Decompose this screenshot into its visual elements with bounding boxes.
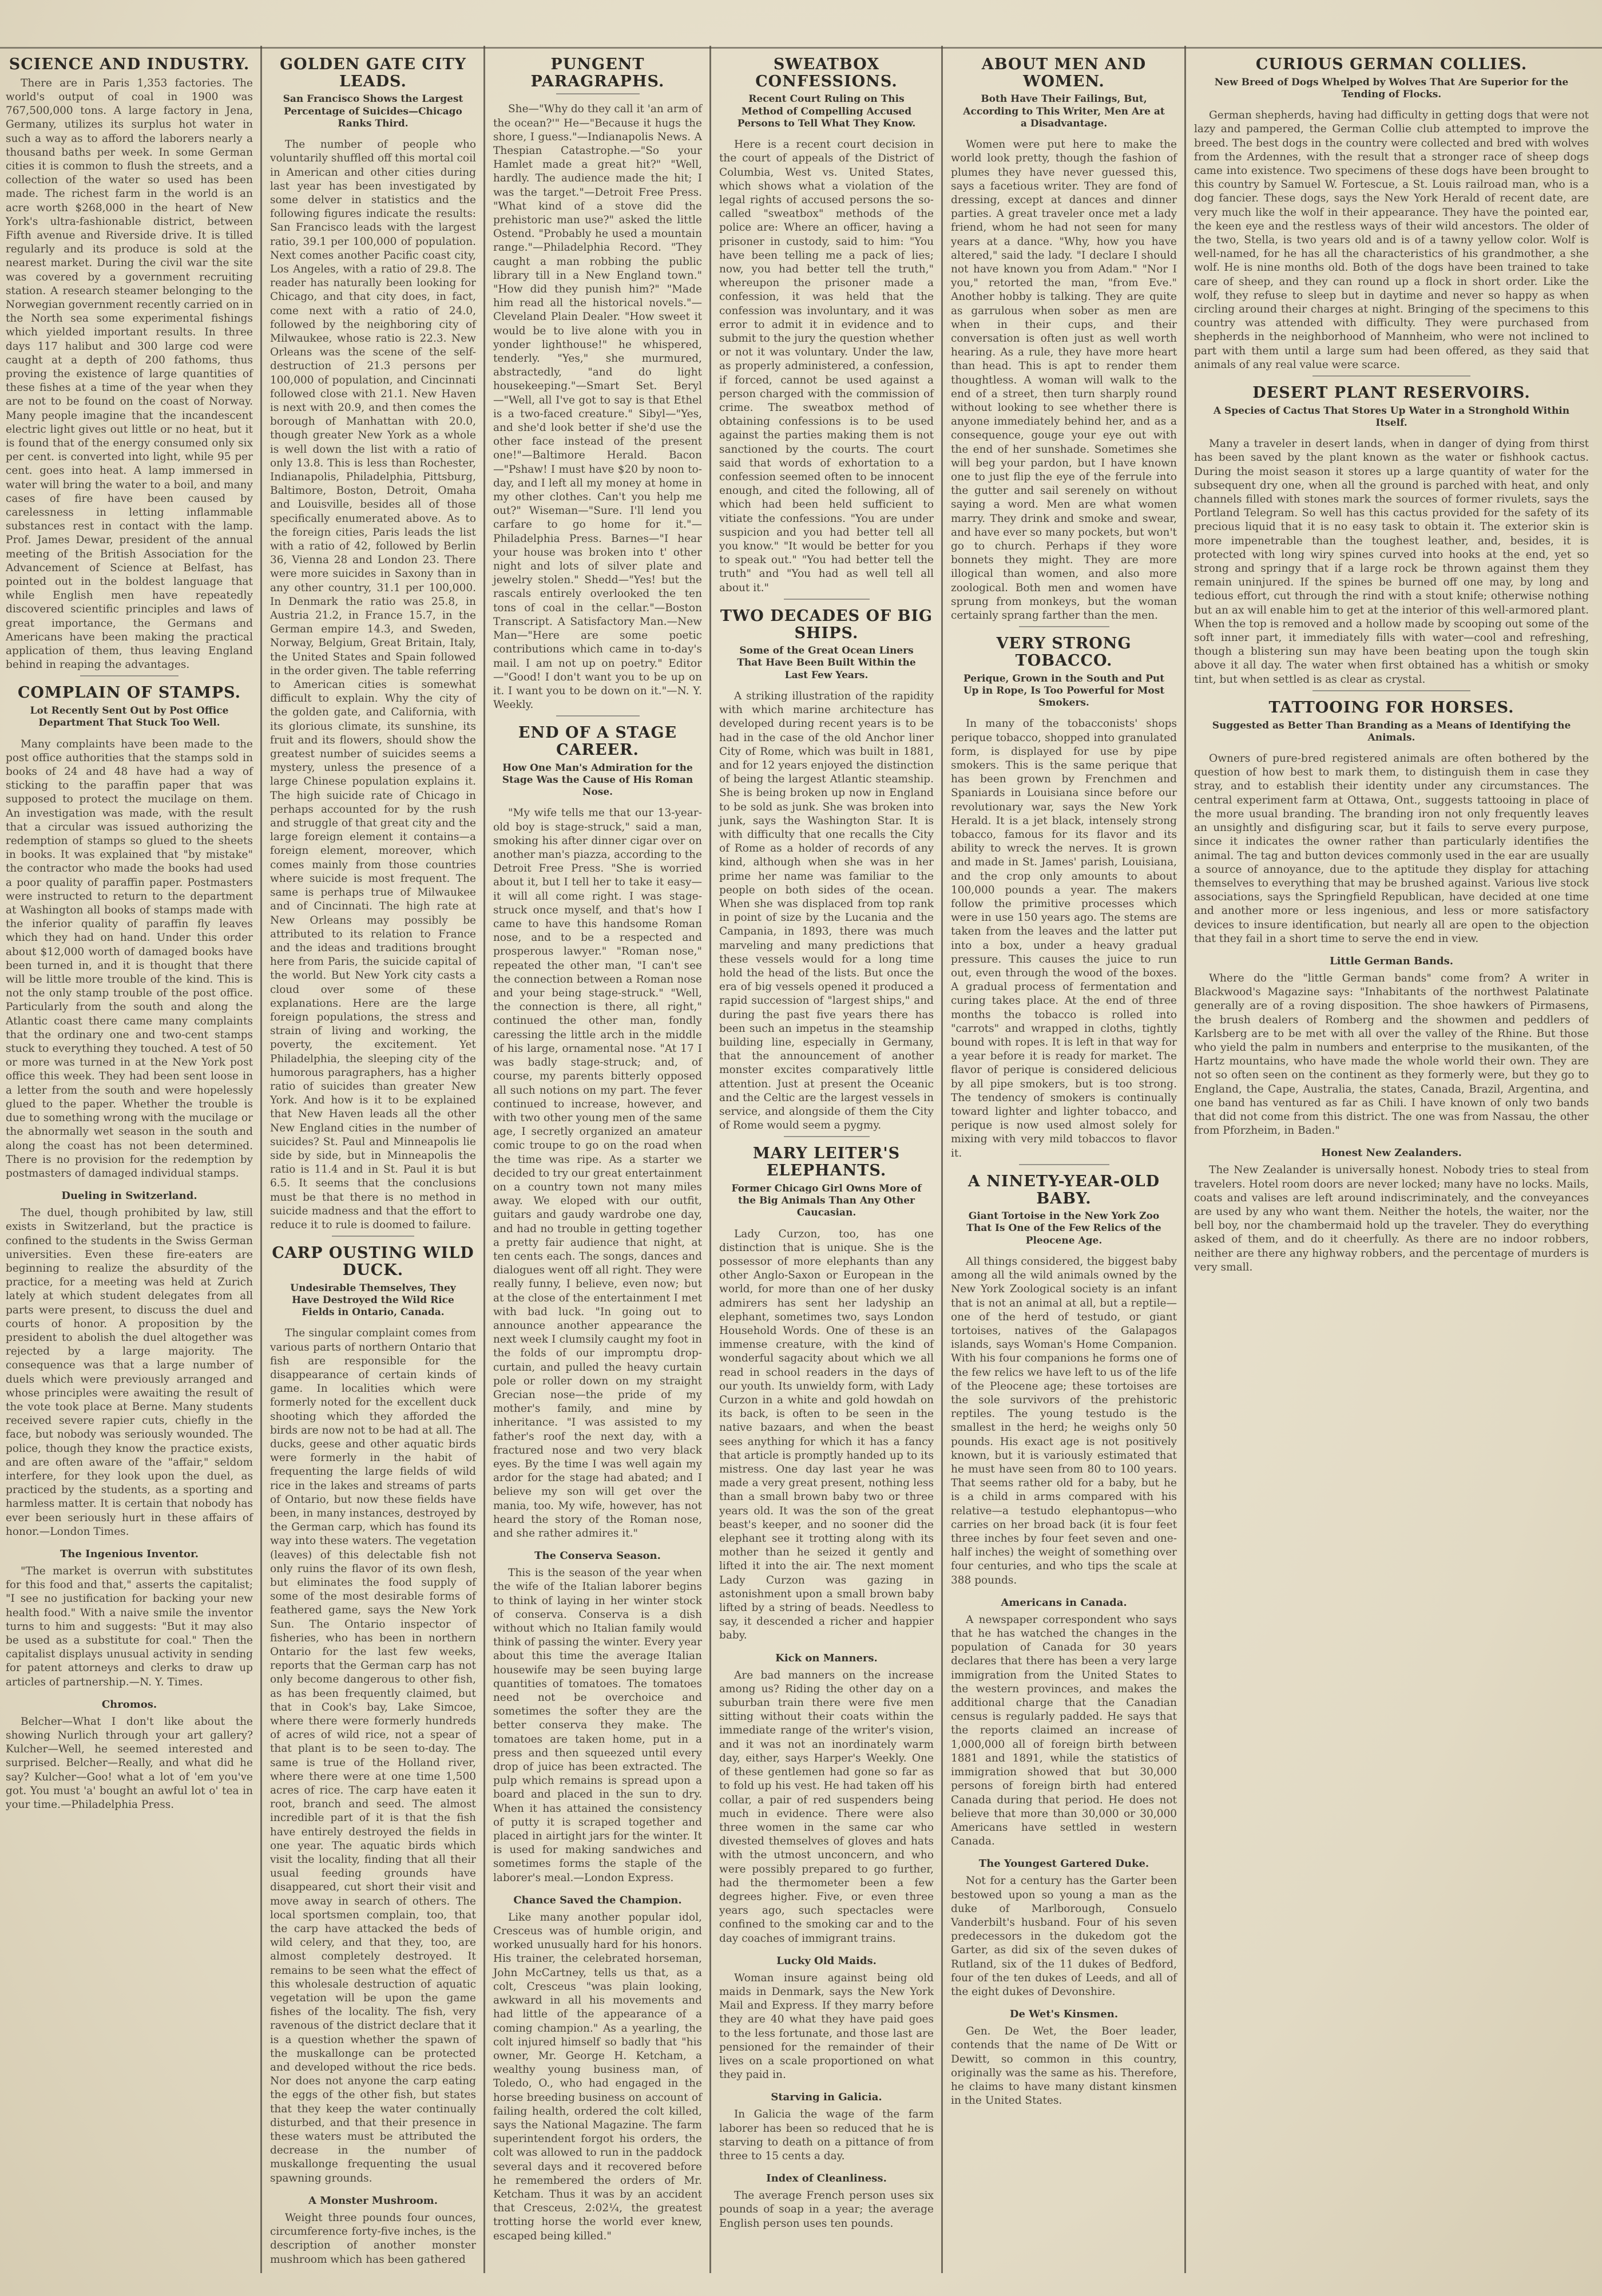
headline: COMPLAIN OF STAMPS.: [17, 684, 241, 702]
column-rule: [1184, 46, 1186, 2273]
subheadline: Suggested as Better Than Branding as a Means of Identifying the Animals.: [1212, 719, 1571, 743]
article-body: The duel, though prohibited by law, still exists in Switzerland, but the practice is confined to the students in the Swiss German universities. Even these fire-eaters are beginning to realize the absurdity of the practice, for a meeting was held at Zurich lately at which student delegates from all parts were present, to discuss the duel and courts of honor. A proposition by the president to abolish the duel altogether was rejected by a large majority. The consequence was that a large number of duels which were previously arranged and whose principles were awaiting the result of the vote took place at Berne. Many students received severe rapier cuts, chiefly in the face, but nobody was seriously wounded. The police, though they know the practice exists, and are often aware of the "affair," seldom interfere, for they look upon the duel, as practiced by the students, as a sporting and harmless matter. It is certain that nobody has ever been seriously hurt in these affairs of honor.—London Times.: [6, 1207, 253, 1538]
article-body: "My wife tells me that our 13-year-old boy is stage-struck," said a man, smoking his after dinner cigar over on another man's piazza, according to the Detroit Free Press. "She is worried about it, but I tell her to take it easy—it will all come right. I was stage-struck once myself, and that's how I came to have this handsome Roman nose, and to be a respected and prosperous lawyer." "Roman nose," repeated the other man, "I can't see the connection between a Roman nose and your being stage-struck." "Well, the connection is there, all right," continued the other man, fondly caressing the little arch in the middle of his large, ornamental nose. "At 17 I was badly stage-struck; and, of course, my parents bitterly opposed all such notions on my part. The fever continued to increase, however, and with two other young men of the same age, I secretly organized an amateur comic troupe to go on the road when the time was ripe. As a starter we decided to try our great entertainment on a country town not many miles away. We eloped with our outfit, guitars and gaudy wardrobe one day, and had no trouble in getting together a pretty fair audience that night, at ten cents each. The songs, dances and dialogues went off all right. They were really funny, I believe, even now; but at the close of the entertainment I met with bad luck. "In going out to announce another appearance the next week I clumsily caught my foot in the folds of our impromptu drop-curtain, and pulled the heavy curtain pole or roller down on my straight Grecian nose—the pride of my mother's family, and mine by inheritance. "I was assisted to my father's roof the next day, with a fractured nose and two very black eyes. By the time I was well again my ardor for the stage had abated; and I believe my son will get over the mania, too. My wife, however, has not heard the story of the Roman nose, and she rather admires it.": [493, 807, 703, 1539]
article-body: Many complaints have been made to the post office authorities that the stamps sold in books of 24 and 48 have had a way of sticking to the paraffin paper that was supposed to protect the mucilage on them. An investigation was made, with the result that a circular was issued authorizing the redemption of stamps so glued to the sheets in books. It was explained that "by mistake" the contractor who made the books had used a poor quality of paraffin paper. Postmasters were instructed to return to the department at Washington all books of stamps made with the inferior quality of paraffin fly leaves which they had on hand. Under this order about $12,000 worth of damaged books have been turned in, and it is thought that there will be little more trouble of the kind. This is not the only stamp trouble of the post office. Particularly from the south and along the Atlantic coast there came many complaints that the ordinary one and two-cent stamps stuck to everything they touched. A test of 50 or more was turned in at the New York post office this week. They had been sent loose in a letter from the south and were hopelessly glued to the paper. Whether the trouble is due to something wrong with the mucilage or the abnormally wet season in the south and along the coast has not been determined. There is no provision for the redemption by postmasters of damaged individual stamps.: [6, 738, 253, 1179]
divider: [784, 599, 870, 600]
minor-headline: Starving in Galicia.: [771, 2091, 882, 2104]
subheadline: Recent Court Ruling on This Method of Compelling Accused Persons to Tell What They Know.: [737, 93, 916, 129]
article-body: The New Zealander is universally honest. Nobody tries to steal from travelers. Hotel room doors are never locked; many have no locks. Mails, coats and valises are left around indiscriminately, and the conveyances are used by any who want them. Neither the hotels, the waiter, nor the bell boy, nor the chambermaid hold up the traveler. They do everything asked of them, and do it cheerfully. As there are no indoor robbers, neither are there any highway robbers, and the percentage of murders is very small.: [1194, 1164, 1589, 1273]
minor-headline: Chromos.: [101, 1698, 157, 1711]
divider: [1019, 1164, 1109, 1165]
divider: [556, 93, 640, 94]
minor-headline: Honest New Zealanders.: [1321, 1147, 1462, 1159]
article-body: Women were put here to make the world look pretty, though the fashion of plumes they have never guessed this, says a facetious writer. They are fond of dressing, except at dances and dinner parties. A great traveler once met a lady friend, whom he had not seen for many years at a dance. "Why, how you have altered," said the lady. "I declare I should not have known you from Adam." "Nor I you," retorted the man, "from Eve." Another hobby is talking. They are quite as garrulous when sober as men are when in their cups, and their conversation is often just as well worth hearing. As a rule, they have more heart than head. This is apt to render them thoughtless. A woman will walk to the end of a street, then turn sharply round without looking to see whether there is anyone immediately behind her, and as a consequence, gouge your eye out with the end of her sunshade. Sometimes she will beg your pardon, but I have known one to just flip the eye of the ferrule into the gutter and sail serenely on without saying a word. Men are what women marry. They drink and smoke and swear, and have ever so many pockets, but won't go to church. Perhaps if they wore bonnets they might. They are more illogical than women, and also more zoological. Both men and women have sprung from monkeys, but the woman certainly sprang farther than the men.: [951, 138, 1177, 622]
top-rule: [0, 47, 1602, 49]
column-rule: [709, 46, 711, 2273]
headline: PUNGENT PARAGRAPHS.: [530, 56, 665, 90]
minor-headline: Dueling in Switzerland.: [61, 1190, 197, 1202]
subheadline: Lot Recently Sent Out by Post Office Department That Stuck Too Well.: [30, 705, 229, 729]
divider: [784, 1136, 870, 1137]
article-body: A newspaper correspondent who says that he has watched the changes in the population of Canada for 30 years declares that there has been a very large immigration from the United States to the western provinces, and makes the additional charge that the Canadian census is regularly padded. He says that the reports claimed an increase of 1,000,000 all of foreign birth between 1881 and 1891, while the statistics of immigration showed that but 30,000 persons of foreign birth had entered Canada during that period. He does not believe that more than 30,000 or 30,000 Americans have settled in western Canada.: [951, 1613, 1177, 1848]
subheadline: San Francisco Shows the Largest Percentage of Suicides—Chicago Ranks Third.: [283, 93, 463, 129]
column-rule: [941, 46, 943, 2273]
article-body: All things considered, the biggest baby among all the wild animals owned by the New York Zoological society is an infant that is not an animal at all, but a reptile—one of the herd of testudo, or giant tortoises, natives of the Galapagos islands, says Woman's Home Companion. With his four companions he forms one of the few relics we have left to us of the life of the Pleocene age; these tortoises are the sole survivors of the prehistoric reptiles. The young testudo is the smallest in the herd; he weighs only 50 pounds. His exact age is not positively known, but it is variously estimated that he must have seen from 80 to 100 years. That seems rather old for a baby, but he is a child in arms compared with his relative—a testudo elephantopus—who carries on her broad back (it is four feet three inches by four feet seven and one-half inches) the weight of something over four centuries, and who tips the scale at 388 pounds.: [951, 1255, 1177, 1586]
column-rule: [483, 46, 485, 2273]
article-body: Like many another popular idol, Cresceus was of humble origin, and worked unusually hard for his honors. His trainer, the celebrated horseman, John McCartney, tells us that, as a colt, Cresceus "was plain looking, awkward in all his movements and had little of the appearance of a coming champion." As a yearling, the colt injured himself so badly that "his owner, Mr. George H. Ketcham, a wealthy young business man, of Toledo, O., who had engaged in the horse breeding business on account of failing health, ordered the colt killed, says the National Magazine. The farm superintendent forgot his orders, the colt was allowed to run in the paddock several days and it recovered before he remembered the orders of Mr. Ketcham. Thus it was by an accident that Cresceus, 2:02¼, the greatest trotting horse the world ever knew, escaped being killed.": [493, 1911, 702, 2242]
headline: ABOUT MEN AND WOMEN.: [981, 56, 1147, 90]
article-body: This is the season of the year when the wife of the Italian laborer begins to think of laying in her winter stock of conserva. Conserva is a dish without which no Italian family would think of passing the winter. Every year about this time the average Italian housewife may be seen buying large quantities of tomatoes. The tomatoes need not be overchoice and sometimes the softer they are the better conserva they make. The tomatoes are taken home, put in a press and then squeezed until every drop of juice has been extracted. The pulp which remains is spread upon a board and placed in the sun to dry. When it has attained the consistency of putty it is scraped together and placed in airtight jars for the winter. It is used for making sandwiches and sometimes forms the staple of the laborer's meal.—London Express.: [493, 1567, 702, 1884]
minor-headline: Index of Cleanliness.: [766, 2172, 887, 2185]
column-5: [945, 52, 1183, 2272]
article-body: Weight three pounds four ounces, circumference forty-five inches, is the description of another monster mushroom which has been gathered: [270, 2211, 476, 2266]
headline: VERY STRONG TOBACCO.: [996, 635, 1132, 670]
article-body: "The market is overrun with substitutes for this food and that," asserts the capitalist; "I see no justification for backing your new health food." With a naive smile the inventor turns to him and suggests: "But it may also be used as a substitute for coal." Then the capitalist displays unusual activity in sending for patent attorneys and clerks to draw up articles of partnership.—N. Y. Times.: [6, 1565, 253, 1688]
minor-headline: De Wet's Kinsmen.: [1009, 2008, 1119, 2021]
subheadline: Both Have Their Failings, But, According to This Writer, Men Are at a Disadvantage.: [963, 93, 1165, 129]
subheadline: Undesirable Themselves, They Have Destroyed the Wild Rice Fields in Ontario, Canada.: [290, 1282, 456, 1319]
article-body: Are bad manners on the increase among us? Riding the other day on a suburban train there were five men sitting without their coats within the immediate range of the writer's vision, and it was not an inordinately warm day, either, says Harper's Weekly. One of these gentlemen had gone so far as to fold up his vest. He had taken off his collar, a pair of red suspenders being much in evidence. There were also three women in the same car who divested themselves of gloves and hats with the utmost unconcern, and who were possibly prepared to go further, had the thermometer been a few degrees higher. Five, or even three years ago, such spectacles were confined to the smoking car and to the day coaches of immigrant trains.: [719, 1669, 934, 1945]
article-body: Where do the "little German bands" come from? A writer in Blackwood's Magazine says: "Inhabitants of the northwest Palatinate generally are of a roving disposition. The shoe hawkers of Pirmasens, the brush dealers of Romberg and the showmen and peddlers of Karlsberg are to be met with all over the valley of the Rhine. But those who yield the palm in numbers and enterprise to the musikanten, of the Hartz mountains, who have made the whole world their own. They are not so often seen on the continent as they formerly were, but they go to England, the Cape, Australia, the states, Canada, Brazil, Argentina, and one band has ventured as far as Chili. I have known of only two bands that did not come from this district. The one was from Nassau, the other from Pforzheim, in Baden.": [1194, 972, 1589, 1137]
divider: [1312, 375, 1470, 377]
article-body: Gen. De Wet, the Boer leader, contends that the name of De Witt or Dewitt, so common in this country, originally was the same as his. Therefore, he claims to have many distant kinsmen in the United States.: [951, 2025, 1177, 2107]
headline: MARY LEITER'S ELEPHANTS.: [752, 1145, 901, 1180]
article-body: There are in Paris 1,353 factories. The world's output of coal in 1900 was 767,500,000 tons. A large factory in Jena, Germany, utilizes its surplus hot water in such a way as to afford the laborers nearly a thousand baths per week. In some German cities it is common to flush the streets, and a collection of the water so used has been made. The richest farm in the world is an acre worth $268,000 in the heart of New York's ultra-fashionable district, between Fifth avenue and Riverside drive. It is tilled regularly and its produce is sold at the nearest market. During the civil war the site was covered by a government recruiting station. A research steamer belonging to the Norwegian government recently carried on in the North sea some experimental fishings which yielded important results. In three days 117 halibut and 300 large cod were caught at a depth of 200 fathoms, thus proving the existence of large quantities of these fishes at a time of the year when they are not to be found on the coast of Norway. Many people imagine that the incandescent electric light gives out little or no heat, but it is found that of the energy consumed only six per cent. is converted into light, while 95 per cent. goes into heat. A lamp immersed in water will bring the water to a boil, and many cases of fire have been caused by carelessness in letting inflammable substances rest in contact with the lamp. Prof. James Dewar, president of the annual meeting of the British Association for the Advancement of Science at Belfast, has pointed out in the boldest language that while English men have repeatedly discovered scientific principles and laws of great importance, the Germans and Americans have been making the practical application of them, thus leaving England behind in reaping the advantages.: [6, 77, 253, 671]
headline: CURIOUS GERMAN COLLIES.: [1255, 56, 1528, 73]
subheadline: How One Man's Admiration for the Stage Was the Cause of His Roman Nose.: [502, 762, 693, 798]
article-body: The number of people who voluntarily shuffled off this mortal coil in American and other cities during last year has been investigated by some delver in statistics and the following figures indicate the results: San Francisco leads with the largest ratio, 39.1 per 100,000 of population. Next comes another Pacific coast city, Los Angeles, with a ratio of 29.8. The reader has naturally been looking for Chicago, and that city does, in fact, come next with a ratio of 24.0, followed by the neighboring city of Milwaukee, whose ratio is 22.3. New Orleans was the scene of the self-destruction of 21.3 persons per 100,000 of population, and Cincinnati followed close with 21.1. New Haven is next with 20.9, and then comes the borough of Manhattan with 20.0, though greater New York as a whole is well down the list with a ratio of only 13.8. This is less than Rochester, Indianapolis, Philadelphia, Pittsburg, Baltimore, Boston, Detroit, Omaha and Louisville, besides all of those specifically enumerated above. As to the foreign cities, Paris leads the list with a ratio of 42, followed by Berlin 36, Vienna 28 and London 23. There were more suicides in Saxony than in any other country, 31.1 per 100,000. In Denmark the ratio was 25.8, in Austria 21.2, in France 15.7, in the German empire 14.3, and Sweden, Norway, Belgium, Great Britain, Italy, the United States and Spain followed in the order given. The table referring to American cities is somewhat difficult to explain. Why the city of the golden gate, and California, with its glorious climate, its sunshine, its fruit and its flowers, should show the greatest number of suicides seems a mystery, unless the presence of a large Chinese population explains it. The high suicide rate of Chicago in perhaps accounted for by the rush and struggle of that great city and the large foreign element it contains—a foreign element, moreover, which comes mainly from those countries where suicide is most frequent. The same is perhaps true of Milwaukee and of Cincinnati. The high rate at New Orleans may possibly be attributed to its relation to France and the ideas and traditions brought here from Paris, the suicide capital of the world. But New York city casts a cloud over some of these explanations. Here are the large foreign populations, the stress and strain of living and working, the poverty, the excitement. Yet Philadelphia, the sleeping city of the humorous paragraphers, has a higher ratio of suicides than greater New York. And how is it to be explained that New Haven leads all the other New England cities in the number of suicides? St. Paul and Minneapolis lie side by side, but in Minneapolis the ratio is 11.4 and in St. Paul it is but 6.5. It seems that the conclusions must be that there is no method in suicide madness and that the effort to reduce it to rule is doomed to failure.: [270, 138, 476, 1231]
column-4: [713, 52, 939, 2272]
headline: SCIENCE AND INDUSTRY.: [9, 56, 250, 73]
column-6: [1188, 52, 1589, 2272]
article-body: Here is a recent court decision in the court of appeals of the District of Columbia, West vs. United States, which shows what a violation of the legal rights of accused persons the so-called "sweatbox" methods of the police are: Where an officer, having a prisoner in custody, said to him: "You have been telling me a pack of lies; now, you had better tell the truth," whereupon the prisoner made a confession, it was held that the confession was involuntary, and it was error to admit it in evidence and to submit to the jury the question whether or not it was voluntary. Under the law, as properly administered, a confession, if forced, cannot be used against a person charged with the commission of crime. The sweatbox method of obtaining confessions is to be used against the parties making them is not sanctioned by the courts. The court said that words of exhortation to a confession seemed often to be innocent enough, and cited the following, all of which had been held sufficient to vitiate the confessions. "You are under suspicion and you had better tell all you know." "It would be better for you to speak out." "You had better tell the truth" and "You had as well tell all about it.": [719, 138, 934, 594]
headline: GOLDEN GATE CITY LEADS.: [280, 56, 466, 90]
headline: TWO DECADES OF BIG SHIPS.: [720, 607, 933, 642]
minor-headline: Little German Bands.: [1330, 955, 1453, 967]
minor-headline: Kick on Manners.: [775, 1652, 878, 1664]
divider: [332, 1236, 414, 1237]
minor-headline: The Conserva Season.: [534, 1550, 661, 1562]
article-body: A striking illustration of the rapidity with which marine architecture has developed during recent years is to be had in the case of the old Anchor liner City of Rome, which was built in 1881, and for 12 years enjoyed the distinction of being the largest Atlantic steamship. She is being broken up now in England to be sold as junk. She was broken into junk, says the Washington Star. It is with difficulty that one recalls the City of Rome as a holder of records of any kind, although when she was in her prime her name was familiar to the people on both sides of the ocean. When she was displaced from top rank in point of size by the Lucania and the Campania, in 1893, there was much marveling and many predictions that these vessels would for a long time hold the head of the lists. But once the era of big vessels opened it produced a rapid succession of "largest ships," and during the past five years there has been such an impetus in the steamship building line, especially in Germany, that the announcement of another monster excites comparatively little attention. Just at present the Oceanic and the Celtic are the largest vessels in service, and alongside of them the City of Rome would seem a pygmy.: [719, 690, 934, 1132]
subheadline: Giant Tortoise in the New York Zoo That Is One of the Few Relics of the Pleocene Age.: [966, 1210, 1161, 1246]
article-body: She—"Why do they call it 'an arm of the ocean?'" He—"Because it hugs the shore, I guess."—Indianapolis News. A Thespian Catastrophe.—"So your Hamlet made a great hit?" "Well, hardly. The audience made the hit; I was the target."—Detroit Free Press. "What kind of a stove did the prehistoric man use?" asked the little Ostend. "Probably he used a mountain range."—Philadelphia Record. "They caught a man robbing the public library till in a New England town." "How did they punish him?" "Made him read all the historical novels."—Cleveland Plain Dealer. "How sweet it would be to live alone with you in yonder lighthouse!" he whispered, tenderly. "Yes," she murmured, abstractedly, "and do light housekeeping."—Smart Set. Beryl—"Well, all I've got to say is that Ethel is a two-faced creature." Sibyl—"Yes, and she'd look better if she'd use the other face instead of the present one!"—Baltimore Herald. Bacon—"Pshaw! I must have $20 by noon to-day, and I left all my money at home in my other clothes. Can't you help me out?" Wiseman—"Sure. I'll lend you carfare to go home for it."—Philadelphia Press. Barnes—"I hear your house was broken into t' other night and lots of silver plate and jewelry stolen." Shedd—"Yes! but the rascals entirely overlooked the ten tons of coal in the cellar."—Boston Transcript. A Satisfactory Man.—New Man—"Here are some poetic contributions which came in to-day's mail. I am not up on poetry." Editor—"Good! I don't want you to be up on it. I want you to be down on it."—N. Y. Weekly.: [493, 103, 702, 711]
headline: END OF A STAGE CAREER.: [518, 724, 677, 759]
headline: TATTOOING FOR HORSES.: [1268, 698, 1514, 716]
subheadline: Some of the Great Ocean Liners That Have Been Built Within the Last Few Years.: [737, 645, 916, 681]
column-rule: [260, 46, 262, 2273]
article-body: In many of the tobacconists' shops perique tobacco, shopped into granulated form, is displayed for use by pipe smokers. This is the same perique that has been grown by Frenchmen and Spaniards in Louisiana since before our revolutionary war, says the New York Herald. It is a jet black, intensely strong tobacco, famous for its flavor and its ability to wreck the nerves. It is grown and made in St. James' parish, Louisiana, and the crop only amounts to about 100,000 pounds a year. The makers follow the primitive processes which were in use 150 years ago. The stems are taken from the leaves and the latter put into a box, under a heavy gradual pressure. This causes the juice to run out, even through the wood of the boxes. A gradual process of fermentation and curing takes place. At the end of three months the tobacco is rolled into "carrots" and wrapped in cloths, tightly bound with ropes. It is left in that way for a year before it is ready for market. The flavor of perique is considered delicious by all pipe smokers, but is too strong. The tendency of smokers is continually toward lighter and lighter tobacco, and perique is now used almost solely for mixing with very mild tobaccos to flavor it.: [951, 718, 1177, 1159]
minor-headline: The Youngest Gartered Duke.: [978, 1858, 1149, 1870]
minor-headline: Americans in Canada.: [1001, 1596, 1127, 1609]
column-1: [0, 52, 259, 2272]
minor-headline: The Ingenious Inventor.: [60, 1547, 199, 1560]
subheadline: Former Chicago Girl Owns More of the Big Animals Than Any Other Caucasian.: [731, 1182, 922, 1219]
subheadline: New Breed of Dogs Whelped by Wolves That Are Superior for the Tending of Flocks.: [1214, 76, 1569, 100]
subheadline: Perique, Grown in the South and Put Up in Rope, Is Too Powerful for Most Smokers.: [963, 672, 1165, 709]
divider: [80, 675, 179, 676]
article-body: The singular complaint comes from various parts of northern Ontario that fish are responsible for the disappearance of certain kinds of game. In localities which were formerly noted for the excellent duck shooting which they afforded the birds are now not to be had at all. The ducks, geese and other aquatic birds were formerly in the habit of frequenting the large fields of wild rice in the lakes and streams of parts of Ontario, but now these fields have been, in many instances, destroyed by the German carp, which has found its way into these waters. The vegetation (leaves) of this delectable fish not only ruins the flavor of its own flesh, but eliminates the food supply of some of the most desirable forms of feathered game, says the New York Sun. The Ontario inspector of fisheries, who has been in northern Ontario for the last few weeks, reports that the German carp has not only become dangerous to other fish, as has been frequently claimed, but that in Cook's bay, Lake Simcoe, where there were formerly hundreds of acres of wild rice, not a spear of that plant is to be seen to-day. The same is true of the Holland river, where there were at one time 1,500 acres of rice. The carp have eaten it root, branch and seed. The almost incredible part of it is that the fish have entirely destroyed the fields in one year. The aquatic birds which visit the locality, finding that all their usual feeding grounds have disappeared, cut short their visit and move away in search of others. The local sportsmen complain, too, that the carp have attacked the beds of wild celery, and that they, too, are almost completely destroyed. It remains to be seen what the effect of this wholesale destruction of aquatic vegetation will be upon the game fishes of the locality. The fish, very ravenous of the district declare that it is a question whether the spawn of the muskallonge can be protected and developed without the rice beds. Nor does not anyone the carp eating the eggs of the other fish, but states that they keep the water continually disturbed, and that their presence in these waters must be attributed the decrease in the number of muskallonge frequenting the usual spawning grounds.: [270, 1327, 476, 2184]
headline: SWEATBOX CONFESSIONS.: [755, 56, 898, 90]
minor-headline: A Monster Mushroom.: [308, 2194, 438, 2207]
article-body: German shepherds, having had difficulty in getting dogs that were not lazy and pampered, the German Collie club attempted to improve the breed. The best dogs in the country were collected and bred with wolves from the Ardennes, with the result that a stronger race of sheep dogs came into existence. Two specimens of these dogs have been brought to this country by Samuel W. Fortescue, a St. Louis railroad man, who is a dog fancier. These dogs, says the New York Herald of recent date, are very much like the wolf in their appearance. They have the pointed ear, the keen eye and the restless ways of their wild ancestors. The older of the two, Stella, is two years old and is of a tawny yellow color. Wolf is well-named, for he has all the characteristics of his grandmother, a she wolf. He is nine months old. Both of the dogs have been trained to take care of sheep, and they can round up a flock in short order. Like the wolf, they refuse to sleep but in daytime and never so happy as when circling around their charges at night. Bringing of the specimens to this country was attended with difficulty. They were purchased from shepherds in the neighborhood of Mannheim, who were not inclined to part with them until a large sum had been offered, as they said that animals of any real value were scarce.: [1194, 109, 1589, 371]
article-body: In Galicia the wage of the farm laborer has been so reduced that he is starving to death on a pittance of from three to 15 cents a day.: [719, 2108, 934, 2162]
headline: CARP OUSTING WILD DUCK.: [272, 1244, 474, 1279]
article-body: Lady Curzon, too, has one distinction that is unique. She is the possessor of more elephants than any other Anglo-Saxon or European in the world, for more than one of her dusky admirers has sent her ladyship an elephant, sometimes two, says London Household Words. One of these is an immense creature, with the kind of wonderful sagacity about which we all read in school readers in the days of our youth. Its unwieldy form, with Lady Curzon in a white and gold howdah on its back, is often to be seen in the native bazaars, and when the beast sees anything for which it has a fancy that article is promptly handed up to its mistress. One day last year he was made a very great present, nothing less than a small brown baby two or three years old. It was the son of the great beast's keeper, and no sooner did the elephant see it trotting along with its mother than he seized it gently and lifted it into the air. The next moment Lady Curzon was gazing in astonishment upon a small brown baby lifted by a string of beads. Needless to say, it descended a richer and happier baby.: [719, 1228, 934, 1642]
article-body: The average French person uses six pounds of soap in a year; the average English person uses ten pounds.: [719, 2190, 934, 2230]
headline: A NINETY-YEAR-OLD BABY.: [967, 1172, 1160, 1208]
headline: DESERT PLANT RESERVOIRS.: [1252, 384, 1530, 402]
article-body: Woman insure against being old maids in Denmark, says the New York Mail and Express. If they marry before they are 40 what they have paid goes to the less fortunate, and those last are pensioned for the remainder of their lives on a scale proportioned on what they paid in.: [719, 1972, 934, 2081]
article-body: Not for a century has the Garter been bestowed upon so young a man as the duke of Marlborough, Consuelo Vanderbilt's husband. Four of his seven predecessors in the dukedom got the Garter, as did six of the seven dukes of Rutland, six of the 11 dukes of Bedford, four of the ten dukes of Leeds, and all of the eight dukes of Devonshire.: [951, 1875, 1177, 1998]
column-3: [487, 52, 708, 2272]
minor-headline: Chance Saved the Champion.: [513, 1894, 682, 1906]
divider: [556, 715, 640, 716]
column-2: [264, 52, 482, 2272]
minor-headline: Lucky Old Maids.: [776, 1954, 877, 1967]
divider: [1312, 690, 1470, 691]
article-body: Many a traveler in desert lands, when in danger of dying from thirst has been saved by the plant known as the water or fishhook cactus. During the moist season it stores up a large quantity of water for the subsequent dry one, when all the ground is parched with heat, and only channels filled with stones mark the sources of former rivulets, says the Portland Telegram. So well has this cactus provided for the safety of its precious liquid that it is no easy task to obtain it. The exterior skin is more impenetrable than the toughest leather, and, besides, it is protected with long wiry spines curved into hooks at the end, yet so strong and springy that if a large rock be thrown against them they remain uninjured. If the spines be burned off one may, by long and tedious effort, cut through the rind with a stout knife; otherwise nothing but an ax will enable him to get at the interior of this well-armored plant. When the top is removed and a hollow made by scooping out some of the soft inner part, it immediately fills with water—cool and refreshing, though a blistering sun may have been beating upon the tough skin above it all day. The water when first obtained has a whitish or smoky tint, but when settled is as clear as crystal.: [1194, 438, 1589, 686]
subheadline: A Species of Cactus That Stores Up Water in a Stronghold Within Itself.: [1213, 405, 1570, 429]
article-body: Belcher—What I don't like about the showing Nurlich through your art gallery? Kulcher—Well, he seemed interested and surprised. Belcher—Really, and what did he say? Kulcher—Goo! what a lot of 'em you've got. You must 'a' bought an awful lot o' tea in your time.—Philadelphia Press.: [6, 1715, 253, 1811]
article-body: Owners of pure-bred registered animals are often bothered by the question of how best to mark them, to distinguish them in case they stray, and to establish their identity under any circumstances. The central experiment farm at Ottawa, Ont., suggests tattooing in place of the more usual branding. The branding iron not only frequently leaves an unsightly and disfiguring scar, but it fails to serve every purpose, since it indicates the owner rather than particularly identifies the animal. The tag and button devices commonly used in the ear are usually a source of annoyance, due to the aptitude they display for attaching themselves to everything that may be brushed against. Various live stock associations, says the Springfield Republican, have decided at one time and another more or less ingenious, and less or more satisfactory devices to insure identification, but nearly all are open to the objection that they fail in a short time to serve the end in view.: [1194, 753, 1589, 945]
divider: [1019, 626, 1109, 627]
